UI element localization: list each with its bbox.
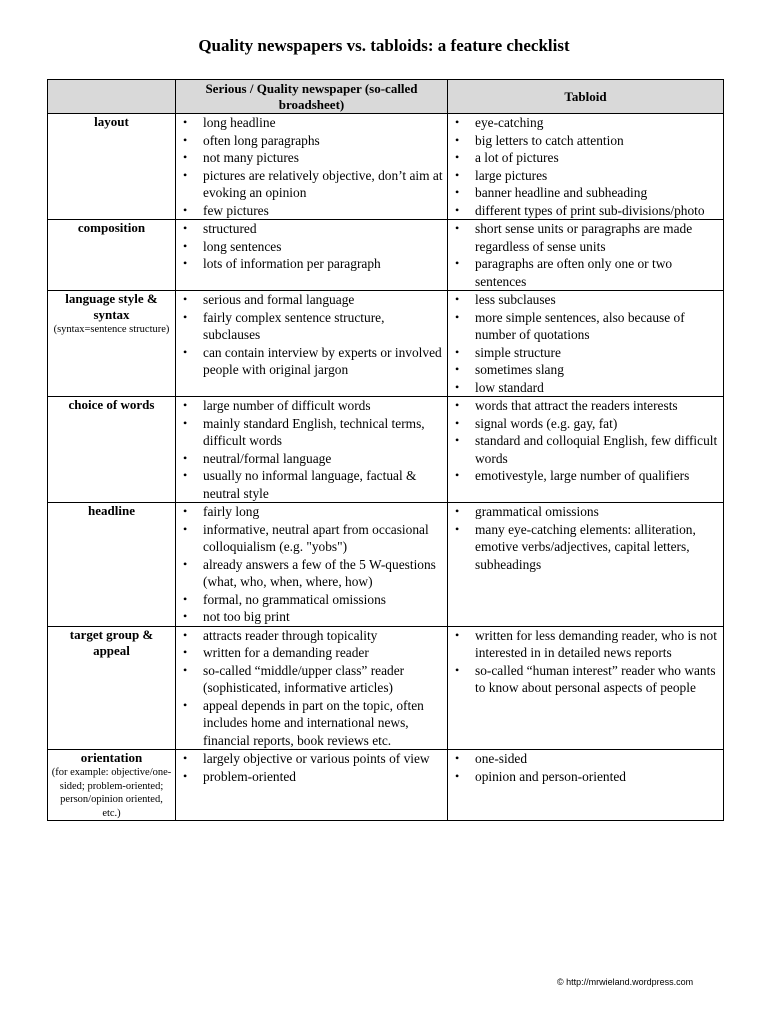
list-item-text: short sense units or paragraphs are made regardless of sense units <box>475 221 693 254</box>
bullet-icon: • <box>183 591 188 606</box>
list-item <box>451 397 720 415</box>
quality-feature-list <box>179 291 444 379</box>
quality-feature-list <box>179 220 444 273</box>
bullet-icon: • <box>455 627 460 642</box>
list-item <box>179 132 444 150</box>
bullet-icon: • <box>455 309 460 324</box>
list-item <box>451 344 720 362</box>
bullet-icon: • <box>455 150 460 164</box>
list-item <box>451 415 720 433</box>
tabloid-feature-list <box>451 114 720 219</box>
bullet-icon: • <box>455 132 460 147</box>
bullet-icon: • <box>183 521 188 536</box>
quality-features-cell <box>176 750 448 821</box>
list-item <box>451 114 720 132</box>
row-feature-label-cell <box>48 397 176 503</box>
bullet-icon: • <box>183 504 188 518</box>
list-item-text: serious and formal language <box>203 292 355 307</box>
list-item-text: pictures are relatively objective, don’t aim at evoking an opinion <box>203 167 443 200</box>
list-item-text: appeal depends in part on the topic, often includes home and international news, financial reports, book reviews etc. <box>203 697 424 748</box>
list-item <box>179 167 444 202</box>
header-corner-cell <box>48 80 176 114</box>
table-row <box>48 750 724 821</box>
bullet-icon: • <box>183 309 188 324</box>
list-item <box>451 432 720 467</box>
list-item-text: written for a demanding reader <box>203 645 369 660</box>
bullet-icon: • <box>455 504 460 518</box>
feature-checklist-table <box>47 79 724 821</box>
table-row <box>48 626 724 750</box>
list-item <box>179 255 444 273</box>
list-item <box>179 220 444 238</box>
list-item-text: words that attract the readers interests <box>475 398 678 413</box>
page-title: Quality newspapers vs. tabloids: a feature checklist <box>198 36 570 55</box>
list-item <box>451 132 720 150</box>
tabloid-features-cell <box>448 503 724 627</box>
list-item-text: less subclauses <box>475 292 556 307</box>
list-item <box>451 291 720 309</box>
bullet-icon: • <box>183 609 188 623</box>
bullet-icon: • <box>183 292 188 306</box>
list-item-text: large number of difficult words <box>203 398 371 413</box>
list-item-text: big letters to catch attention <box>475 132 624 148</box>
row-feature-label-cell <box>48 114 176 220</box>
bullet-icon: • <box>455 292 460 306</box>
list-item-text: many eye-catching elements: alliteration, emotive verbs/adjectives, capital letters, subheadings <box>475 521 696 572</box>
list-item-text: large pictures <box>475 167 548 183</box>
list-item-text: signal words (e.g. gay, fat) <box>475 415 618 431</box>
tabloid-features-cell <box>448 114 724 220</box>
bullet-icon: • <box>183 256 188 270</box>
list-item <box>451 361 720 379</box>
table-row <box>48 503 724 627</box>
list-item <box>451 662 720 697</box>
list-item-text: fairly long <box>203 504 260 519</box>
list-item <box>179 662 444 697</box>
list-item-text: problem-oriented <box>203 768 296 784</box>
list-item-text: structured <box>203 221 257 236</box>
bullet-icon: • <box>455 379 460 394</box>
list-item-text: long sentences <box>203 238 282 254</box>
quality-feature-list <box>179 114 444 219</box>
bullet-icon: • <box>183 221 188 235</box>
list-item-text: long headline <box>203 115 276 130</box>
bullet-icon: • <box>455 751 460 765</box>
list-item-text: eye-catching <box>475 115 544 130</box>
bullet-icon: • <box>183 150 188 164</box>
bullet-icon: • <box>455 398 460 412</box>
list-item-text: simple structure <box>475 344 561 360</box>
quality-features-cell <box>176 397 448 503</box>
bullet-icon: • <box>455 468 460 482</box>
bullet-icon: • <box>455 256 460 270</box>
bullet-icon: • <box>455 344 460 359</box>
row-feature-label-cell <box>48 220 176 291</box>
row-feature-label: composition <box>77 220 146 235</box>
bullet-icon: • <box>183 115 188 129</box>
quality-feature-list <box>179 503 444 626</box>
table-header-row <box>48 80 724 114</box>
list-item-text: can contain interview by experts or involved people with original jargon <box>203 344 442 377</box>
list-item-text: sometimes slang <box>475 362 564 377</box>
quality-features-cell <box>176 114 448 220</box>
list-item <box>179 503 444 521</box>
list-item <box>451 467 720 485</box>
row-feature-sublabel: (syntax=sentence structure) <box>53 324 170 335</box>
list-item-text: not too big print <box>203 609 290 624</box>
quality-features-cell <box>176 503 448 627</box>
list-item <box>451 255 720 290</box>
list-item-text: attracts reader through topicality <box>203 627 378 643</box>
bullet-icon: • <box>183 167 188 182</box>
bullet-icon: • <box>183 768 188 783</box>
list-item <box>179 238 444 256</box>
list-item-text: written for less demanding reader, who is not interested in in detailed news reports <box>475 627 717 660</box>
bullet-icon: • <box>183 415 188 430</box>
row-feature-label-cell <box>48 503 176 627</box>
bullet-icon: • <box>183 627 188 642</box>
list-item <box>451 149 720 167</box>
list-item-text: paragraphs are often only one or two sentences <box>475 256 673 289</box>
list-item-text: more simple sentences, also because of number of quotations <box>475 309 685 342</box>
list-item <box>451 379 720 397</box>
row-feature-label: orientation <box>80 750 143 765</box>
table-body <box>48 114 724 821</box>
row-feature-label: layout <box>94 114 129 129</box>
quality-feature-list <box>179 627 444 750</box>
list-item-text: mainly standard English, technical terms, difficult words <box>203 415 425 448</box>
bullet-icon: • <box>455 115 460 129</box>
bullet-icon: • <box>455 202 460 217</box>
tabloid-features-cell <box>448 626 724 750</box>
list-item-text: usually no informal language, factual & neutral style <box>203 468 417 501</box>
list-item-text: opinion and person-oriented <box>475 768 626 784</box>
list-item <box>451 167 720 185</box>
list-item <box>451 750 720 768</box>
bullet-icon: • <box>455 768 460 783</box>
tabloid-feature-list <box>451 750 720 785</box>
tabloid-features-cell <box>448 291 724 397</box>
list-item <box>179 114 444 132</box>
list-item <box>451 768 720 786</box>
list-item <box>179 344 444 379</box>
tabloid-feature-list <box>451 291 720 396</box>
quality-features-cell <box>176 220 448 291</box>
bullet-icon: • <box>455 167 460 182</box>
list-item-text: fairly complex sentence structure, subclauses <box>203 309 385 342</box>
bullet-icon: • <box>183 238 188 253</box>
row-feature-label-cell <box>48 626 176 750</box>
list-item-text: so-called “middle/upper class” reader (sophisticated, informative articles) <box>203 662 405 695</box>
list-item <box>179 591 444 609</box>
bullet-icon: • <box>455 362 460 376</box>
list-item-text: lots of information per paragraph <box>203 256 381 271</box>
tabloid-features-cell <box>448 750 724 821</box>
list-item-text: largely objective or various points of view <box>203 751 430 766</box>
list-item-text: informative, neutral apart from occasional colloquialism (e.g. "yobs") <box>203 521 429 554</box>
row-feature-label: choice of words <box>68 397 155 412</box>
list-item <box>179 556 444 591</box>
bullet-icon: • <box>183 697 188 712</box>
bullet-icon: • <box>455 415 460 430</box>
bullet-icon: • <box>183 645 188 659</box>
list-item-text: few pictures <box>203 202 269 218</box>
row-feature-label-cell <box>48 291 176 397</box>
list-item-text: different types of print sub-divisions/photo <box>475 202 705 218</box>
list-item <box>179 750 444 768</box>
list-item <box>179 608 444 626</box>
list-item <box>451 627 720 662</box>
list-item <box>451 309 720 344</box>
list-item-text: grammatical omissions <box>475 504 599 519</box>
list-item <box>451 503 720 521</box>
list-item-text: so-called “human interest” reader who wants to know about personal aspects of people <box>475 662 716 695</box>
table-row <box>48 220 724 291</box>
list-item <box>179 291 444 309</box>
bullet-icon: • <box>183 662 188 677</box>
header-quality-newspaper: Serious / Quality newspaper (so-called broadsheet) <box>176 80 448 114</box>
list-item <box>179 309 444 344</box>
list-item <box>179 768 444 786</box>
bullet-icon: • <box>183 202 188 217</box>
list-item-text: emotivestyle, large number of qualifiers <box>475 468 690 483</box>
bullet-icon: • <box>455 185 460 199</box>
list-item <box>451 202 720 220</box>
list-item-text: formal, no grammatical omissions <box>203 591 386 607</box>
list-item <box>179 149 444 167</box>
quality-feature-list <box>179 750 444 785</box>
list-item <box>179 627 444 645</box>
row-feature-label: language style & syntax <box>65 291 158 322</box>
bullet-icon: • <box>455 221 460 235</box>
list-item-text: low standard <box>475 379 544 395</box>
list-item <box>451 220 720 255</box>
list-item <box>179 450 444 468</box>
list-item <box>179 521 444 556</box>
table-row <box>48 291 724 397</box>
list-item <box>179 467 444 502</box>
tabloid-features-cell <box>448 220 724 291</box>
bullet-icon: • <box>183 344 188 359</box>
bullet-icon: • <box>455 662 460 677</box>
table-row <box>48 114 724 220</box>
bullet-icon: • <box>455 433 460 447</box>
row-feature-label: target group & appeal <box>69 626 154 658</box>
list-item-text: already answers a few of the 5 W-questions (what, who, when, where, how) <box>203 556 436 589</box>
bullet-icon: • <box>183 398 188 412</box>
list-item <box>451 521 720 574</box>
list-item <box>179 397 444 415</box>
quality-features-cell <box>176 291 448 397</box>
bullet-icon: • <box>183 132 188 147</box>
list-item <box>179 415 444 450</box>
bullet-icon: • <box>183 556 188 571</box>
tabloid-features-cell <box>448 397 724 503</box>
list-item <box>179 644 444 662</box>
row-feature-sublabel: (for example: objective/one-sided; problem-oriented; person/opinion oriented, etc.) <box>51 767 172 819</box>
list-item-text: often long paragraphs <box>203 132 320 148</box>
list-item <box>179 202 444 220</box>
tabloid-feature-list <box>451 627 720 697</box>
list-item-text: a lot of pictures <box>475 150 559 165</box>
quality-feature-list <box>179 397 444 502</box>
bullet-icon: • <box>183 468 188 482</box>
bullet-icon: • <box>455 521 460 536</box>
table-row <box>48 397 724 503</box>
tabloid-feature-list <box>451 397 720 485</box>
header-tabloid: Tabloid <box>448 80 724 114</box>
bullet-icon: • <box>183 751 188 765</box>
list-item-text: standard and colloquial English, few difficult words <box>475 433 718 466</box>
footer-copyright: © http://mrwieland.wordpress.com <box>557 977 694 987</box>
list-item-text: banner headline and subheading <box>475 185 648 200</box>
tabloid-feature-list <box>451 503 720 573</box>
row-feature-label: headline <box>88 503 135 518</box>
list-item <box>451 184 720 202</box>
tabloid-feature-list <box>451 220 720 290</box>
list-item-text: not many pictures <box>203 150 299 165</box>
list-item-text: neutral/formal language <box>203 450 332 466</box>
list-item <box>179 697 444 750</box>
bullet-icon: • <box>183 450 188 465</box>
row-feature-label-cell <box>48 750 176 821</box>
quality-features-cell <box>176 626 448 750</box>
list-item-text: one-sided <box>475 751 528 766</box>
